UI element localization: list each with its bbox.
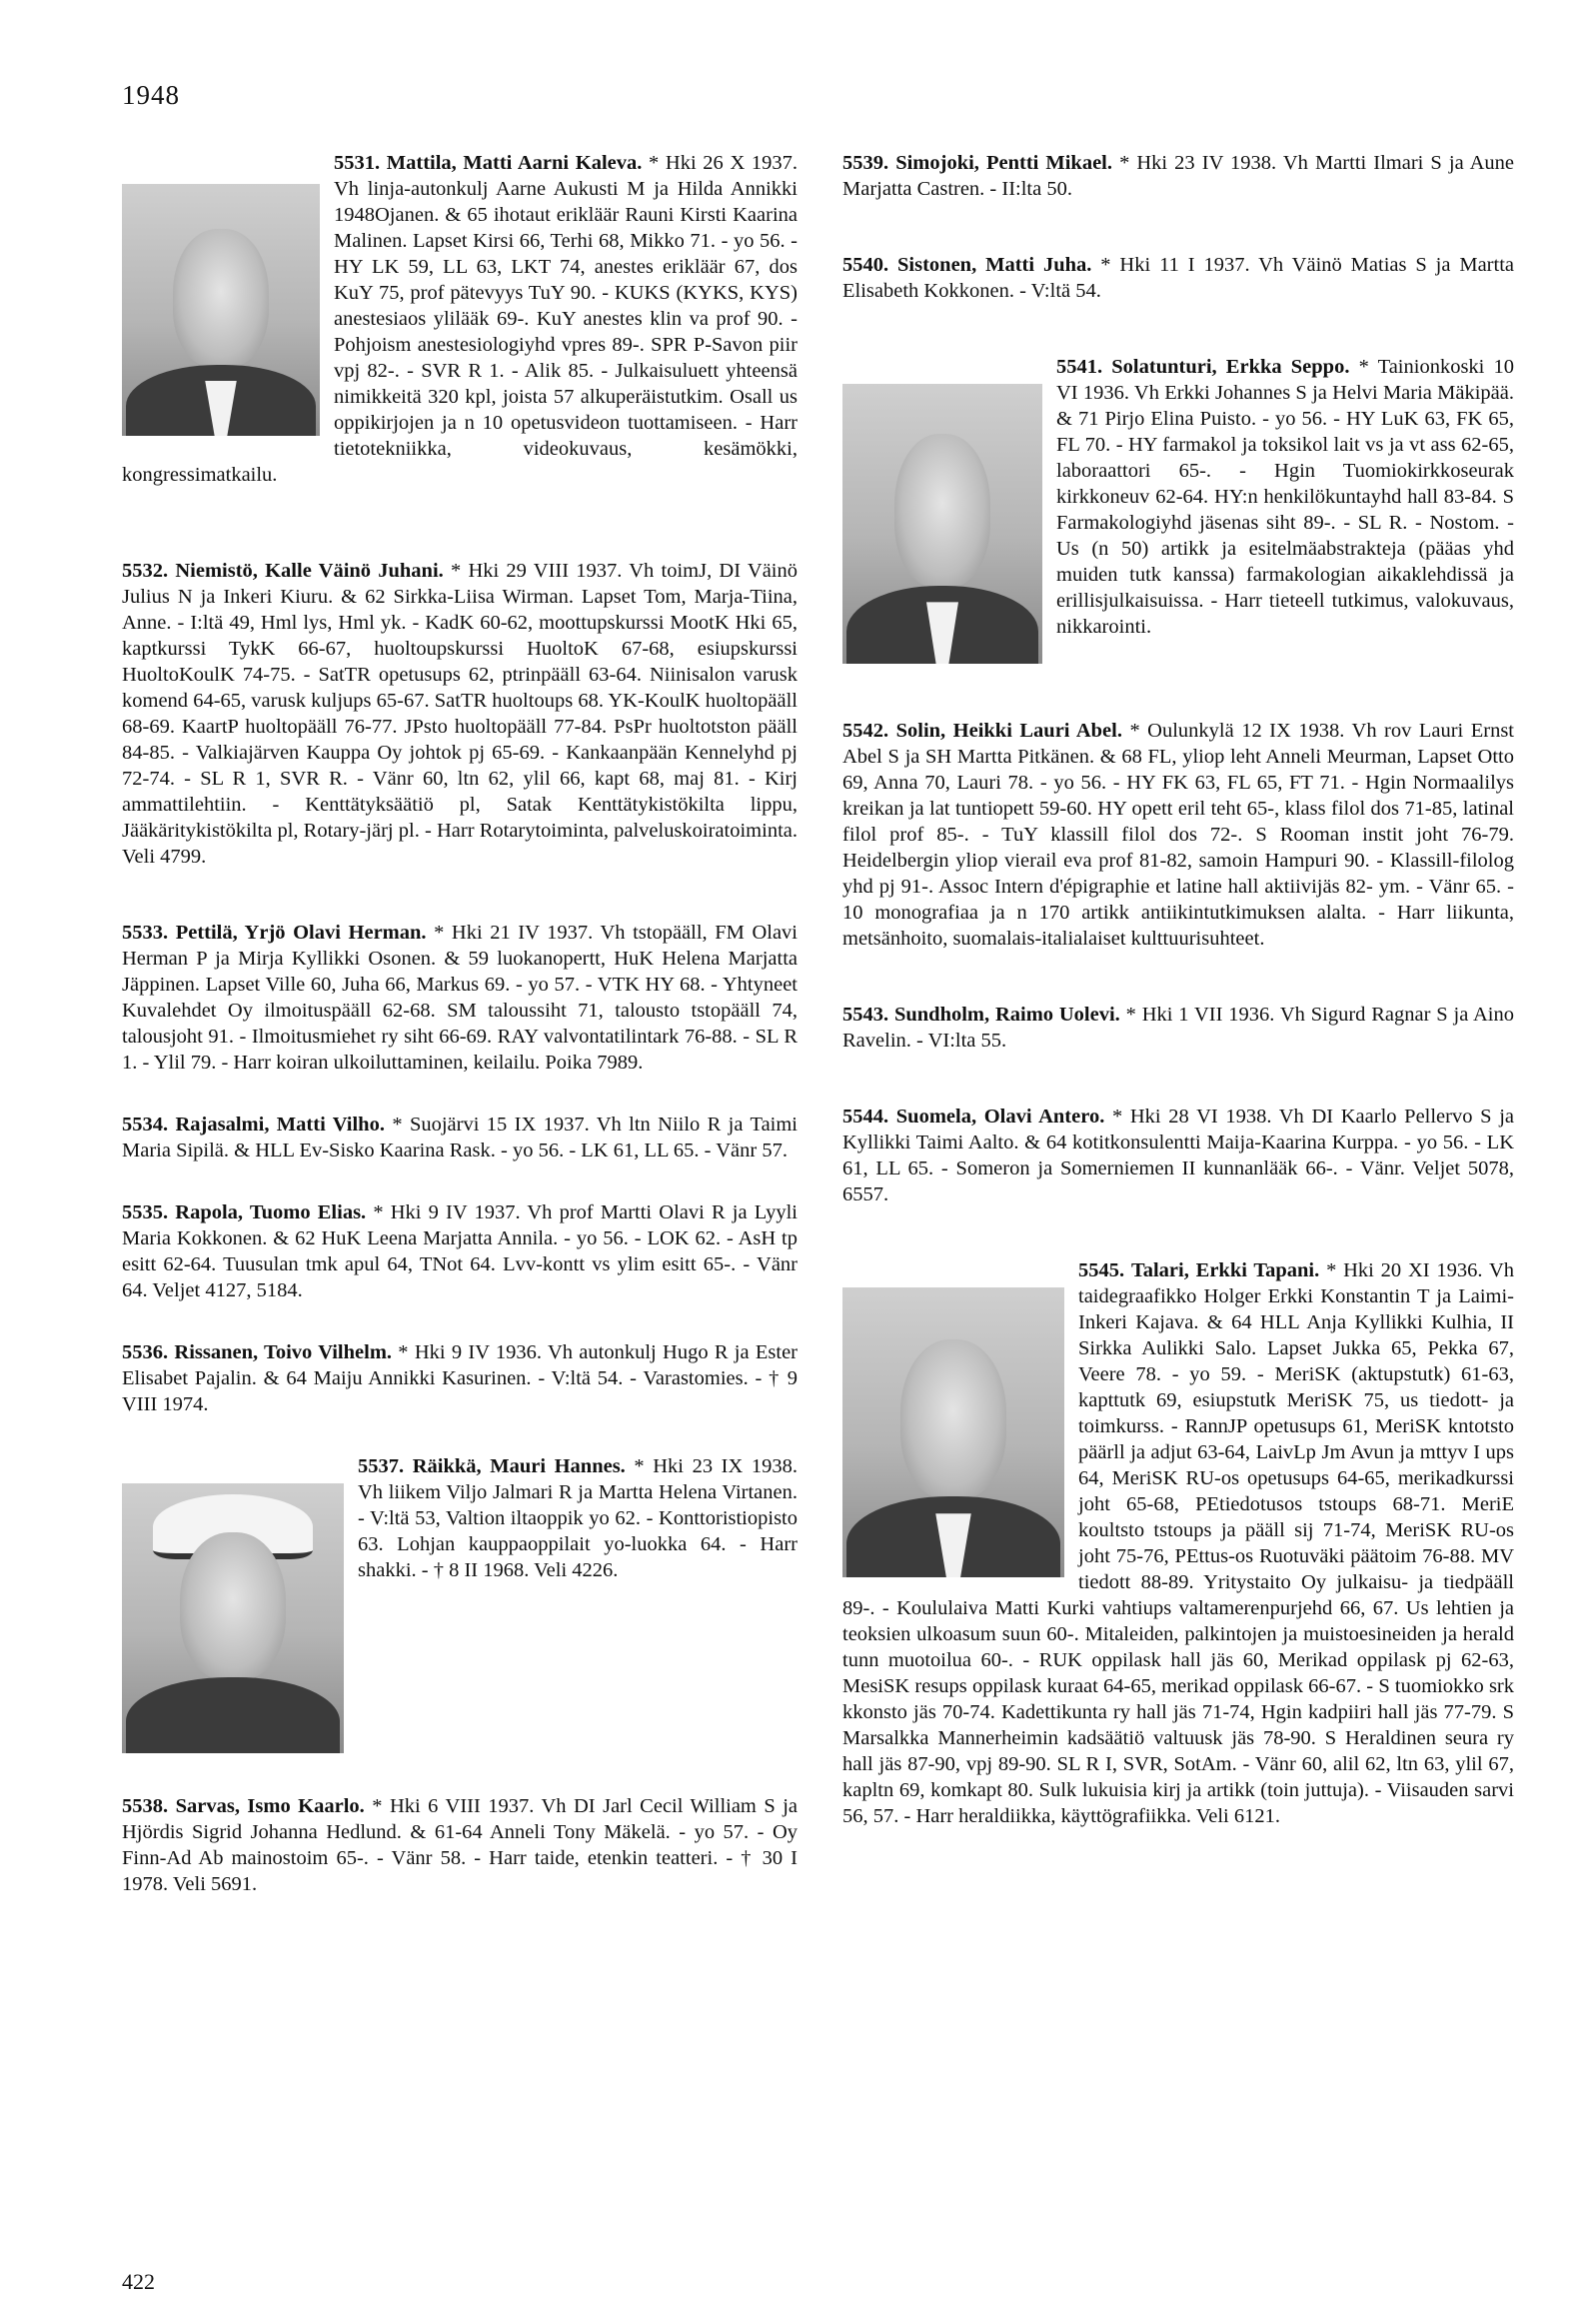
entry-name: Mattila, Matti Aarni Kaleva. — [386, 152, 643, 174]
biography-entry-5539 — [842, 150, 1514, 202]
entry-number: 5534. — [122, 1114, 169, 1136]
portrait-photo — [122, 184, 320, 436]
biography-entry-5531 — [122, 150, 798, 488]
entry-number: 5531. — [334, 152, 381, 174]
entry-text: * Hki 26 X 1937. Vh linja-autonkulj Aarne Aukusti M ja Hilda Annikki 1948Ojanen. & 65 ihotaut erikläär Rauni Kirsti Kaarina Malinen. Lapset Kirsi 66, Terhi 68, Mikko 71. - yo 56. - HY LK 59, LL 63, LKT 74, anestes erikläär 67, dos KuY 75, prof pätevyys TuY 90. - KUKS (KYKS, KYS) anestesiaos ylilääk 69-. KuY anestes klin va prof 90. - Pohjoism anestesiologiyhd vpres 89-. SPR P-Savon piir vpj 82-. - SVR R 1. - Alik 85. - Julkaisuluett yhteensä nimikkeitä 320 kpl, joista 57 alkuperäistutkim. Osall us oppikirjojen ja n 10 opetusvideon tuottamiseen. - Harr tietotekniikka, videokuvaus, kesämökki, kongressimatkailu. — [122, 152, 798, 486]
portrait-photo — [842, 384, 1042, 664]
entry-name: Talari, Erkki Tapani. — [1130, 1259, 1320, 1281]
biography-entry-5545 — [842, 1257, 1514, 1829]
entry-number: 5541. — [1056, 356, 1103, 378]
entry-name: Sistonen, Matti Juha. — [897, 254, 1092, 276]
entry-text: * Hki 9 IV 1936. Vh autonkulj Hugo R ja Ester Elisabet Pajalin. & 64 Maiju Annikki Kasurinen. - V:ltä 54. - Varastomies. - † 9 VIII 1974. — [122, 1341, 798, 1415]
biography-entry-5541 — [842, 354, 1514, 640]
entry-number: 5538. — [122, 1795, 169, 1817]
biography-entry-5535 — [122, 1199, 798, 1303]
portrait-face — [173, 229, 268, 368]
biography-entry-5536 — [122, 1339, 798, 1417]
biography-entry-5544 — [842, 1104, 1514, 1207]
entry-number: 5536. — [122, 1341, 169, 1363]
entry-number: 5535. — [122, 1201, 169, 1223]
entry-name: Suomela, Olavi Antero. — [895, 1106, 1105, 1128]
entry-name: Solatunturi, Erkka Seppo. — [1111, 356, 1350, 378]
entry-text: * Hki 1 VII 1936. Vh Sigurd Ragnar S ja Aino Ravelin. - VI:lta 55. — [842, 1004, 1514, 1052]
entry-number: 5540. — [842, 254, 889, 276]
entry-text: * Hki 23 IV 1938. Vh Martti Ilmari S ja Aune Marjatta Castren. - II:lta 50. — [842, 152, 1514, 200]
entry-number: 5539. — [842, 152, 889, 174]
entry-text: * Oulunkylä 12 IX 1938. Vh rov Lauri Ernst Abel S ja SH Martta Pitkänen. & 68 FL, yliop leht Anneli Meurman, Lapset Otto 69, Anna 70, Lauri 78. - yo 56. - HY FK 63, FL 65, FT 71. - Hgin Normaalilys kreikan ja lat tuntiopett 59-60. HY opett eril teht 65-, klass filol dos 71-85, latinal filol prof 85-. - TuY klassill filol dos 72-. S Rooman instit joht 76-79. Heidelbergin yliop vierail eva prof 81-82, samoin Hampuri 90. - Klassill-filolog yhd pj 91-. Assoc Intern d'épigraphie et latine hall aktiivijäs 82- ym. - Vänr 65. - 10 monografiaa ja n 170 artikk antiikintutkimuksen alalta. - Harr liikunta, metsänhoito, suomalais-italialaiset kulttuurisuhteet. — [842, 720, 1515, 950]
entry-name: Räikkä, Mauri Hannes. — [412, 1455, 626, 1477]
biography-entry-5534 — [122, 1112, 798, 1163]
entry-name: Niemistö, Kalle Väinö Juhani. — [175, 560, 444, 582]
entry-name: Sundholm, Raimo Uolevi. — [893, 1004, 1120, 1026]
entry-text: * Hki 23 IX 1938. Vh liikem Viljo Jalmari R ja Martta Helena Virtanen. - V:ltä 53, Valtion iltaoppik yo 62. - Konttoristiopisto 63. Lohjan kauppaoppilait yo-luokka 64. - Harr shakki. - † 8 II 1968. Veli 4226. — [358, 1455, 798, 1581]
biography-entry-5532 — [122, 558, 798, 870]
entry-number: 5542. — [842, 720, 889, 742]
entry-text: * Hki 6 VIII 1937. Vh DI Jarl Cecil William S ja Hjördis Sigrid Johanna Hedlund. & 61-64 Anneli Tony Mäkelä. - yo 57. - Oy Finn-Ad Ab mainostoim 65-. - Vänr 58. - Harr taide, etenkin teatteri. - † 30 I 1978. Veli 5691. — [122, 1795, 798, 1895]
entry-text: * Hki 29 VIII 1937. Vh toimJ, DI Väinö Julius N ja Inkeri Kiuru. & 62 Sirkka-Liisa Wirman. Lapset Tom, Marja-Tiina, Anne. - I:ltä 49, Hml lys, Hml yk. - KadK 60-62, moottupskurssi MootK Hki 65, kaptkurssi TykK 66-67, huoltoupskurssi HuoltoK 67-68, esiupskurssi HuoltoKoulK 74-75. - SatTR opetusups 62, ptrinpääll 63-64. Niinisalon varusk komend 64-65, varusk kuljups 65-67. SatTR huoltoups 68. YK-KoulK huoltopääll 68-69. KaartP huoltopääll 76-77. JPsto huoltopääll 77-84. PsPr huoltotston pääll 84-85. - Valkiajärven Kauppa Oy johtok pj 65-69. - Kankaanpään Kennelyhd pj 72-74. - SL R 1, SVR R. - Vänr 60, ltn 62, ylil 66, kapt 68, maj 81. - Kirj ammattilehtiin. - Kenttätyksäätiö pl, Satak Kenttätykistökilta lippu, Jääkäritykistökilta pl, Rotary-järj pl. - Harr Rotarytoiminta, palveluskoiratoiminta. Veli 4799. — [122, 560, 798, 868]
portrait-photo — [842, 1287, 1064, 1577]
entry-name: Rissanen, Toivo Vilhelm. — [174, 1341, 393, 1363]
entry-text: * Tainionkoski 10 VI 1936. Vh Erkki Johannes S ja Helvi Maria Mäkipää. & 71 Pirjo Elina Puisto. - yo 56. - HY LuK 63, FK 65, FL 70. - HY farmakol ja toksikol lait vs ja vt ass 62-65, laboraattori 65-. - Hgin Tuomiokirkkoseurak kirkkoneuv 62-64. HY:n henkilökuntayhd hall 83-84. S Farmakologiyhd jäsenas siht 89-. - SL R. - Nostom. - Us (n 50) artikk ja esitelmäabstrakteja (pääas yhd muiden tutk kanssa) farmakologian aikaklehdissä ja erillisjulkaisuissa. - Harr tieteell tutkimus, valokuvaus, nikkarointi. — [1056, 356, 1515, 638]
biography-entry-5540 — [842, 252, 1514, 304]
entry-text: * Hki 20 XI 1936. Vh taidegraafikko Holger Erkki Konstantin T ja Laimi-Inkeri Kajava. & 64 HLL Anja Kyllikki Kulhia, II Sirkka Aulikki Salo. Lapset Jukka 65, Pekka 67, Veere 78. - yo 59. - MeriSK (aktupstutk) 61-63, kapttutk 69, esiupstutk MeriSK 75, us tiedott- ja toimkurss. - RannJP opetusups 61, MeriSK kntotsto päärll ja adjut 63-64, LaivLp Jm Avun ja mttyv I ups 64, MeriSK RU-os opetusups 64-65, merikadkurssi joht 65-68, PEtiedotusos tstoups 68-71. MeriE koultsto tstoups ja pääll sij 71-74, MeriSK RU-os joht 75-76, PEttus-os Ruotuväki päätoim 76-88. MV tiedott 88-89. Yritystaito Oy julkaisu- ja tiedpääll 89-. - Koululaiva Matti Kurki vahtiups valtamerenpurjehd 66, 67. Us lehtien ja teoksien ulkoasum suun 60-. Mitaleiden, palkintojen ja muistoesineiden ja herald tunn muotoilua 60-. - RUK oppilask hall jäs 60, Merikad oppilask pj 62-63, MesiSK resups oppilask kuraat 64-65, merikad oppilask 66-67. - S tuomiokko srk kkonsto jäs 70-74. Kadettikunta ry hall jäs 71-74, Hgin kadpiiri hall jäs 77-79. S Marsalkka Mannerheimin kadsäätiö valtuusk jäs 78-90. S Heraldinen seura ry hall jäs 87-90, vpj 89-90. SL R I, SVR, SotAm. - Vänr 60, alil 62, ltn 63, ylil 67, kapltn 69, komkapt 80. Sulk lukuisia kirj ja artikk (toin juttuja). - Viisauden sarvi 56, 57. - Harr heraldiikka, käyttögrafiikka. Veli 6121. — [842, 1259, 1514, 1827]
entry-text: * Suojärvi 15 IX 1937. Vh ltn Niilo R ja Taimi Maria Sipilä. & HLL Ev-Sisko Kaarina Rask. - yo 56. - LK 61, LL 65. - Vänr 57. — [122, 1114, 798, 1161]
entry-text: * Hki 11 I 1937. Vh Väinö Matias S ja Martta Elisabeth Kokkonen. - V:ltä 54. — [842, 254, 1514, 302]
portrait-face — [894, 434, 990, 588]
portrait-photo-cap — [122, 1483, 344, 1753]
portrait-shoulders — [126, 1677, 339, 1753]
page-number-footer: 422 — [122, 2269, 155, 2294]
entry-number: 5544. — [842, 1106, 889, 1128]
entry-name: Solin, Heikki Lauri Abel. — [895, 720, 1122, 742]
entry-name: Simojoki, Pentti Mikael. — [895, 152, 1113, 174]
entry-text: * Hki 9 IV 1937. Vh prof Martti Olavi R ja Lyyli Maria Kokkonen. & 62 HuK Leena Marjatta Annila. - yo 56. - LOK 62. - AsH tp esitt 62-64. Tuusulan tmk apul 64, TNot 64. Lvv-kontt vs ylim esitt 65-. - Vänr 64. Veljet 4127, 5184. — [122, 1201, 798, 1301]
biography-entry-5542 — [842, 718, 1514, 952]
portrait-face — [180, 1532, 287, 1681]
entry-number: 5543. — [842, 1004, 889, 1026]
entry-name: Rapola, Tuomo Elias. — [175, 1201, 367, 1223]
portrait-face — [900, 1339, 1007, 1499]
entry-number: 5545. — [1078, 1259, 1125, 1281]
biography-entry-5537 — [122, 1453, 798, 1583]
entry-text: * Hki 28 VI 1938. Vh DI Kaarlo Pellervo S ja Kyllikki Taimi Aalto. & 64 kotitkonsulentti Maija-Kaarina Kurppa. - yo 56. - LK 61, LL 65. - Someron ja Somerniemen II kunnanlääk 66-. - Vänr. Veljet 5078, 6557. — [842, 1106, 1514, 1205]
right-column — [842, 150, 1514, 1829]
biography-entry-5533 — [122, 920, 798, 1076]
entry-name: Pettilä, Yrjö Olavi Herman. — [175, 922, 427, 944]
biography-entry-5538 — [122, 1793, 798, 1897]
entry-number: 5532. — [122, 560, 169, 582]
entry-number: 5533. — [122, 922, 169, 944]
entry-text: * Hki 21 IV 1937. Vh tstopääll, FM Olavi Herman P ja Mirja Kyllikki Osonen. & 59 luokanopertt, HuK Helena Marjatta Jäppinen. Lapset Ville 60, Juha 66, Markus 69. - yo 57. - VTK HY 68. - Yhtyneet Kuvalehdet Oy ilmoituspääll 62-68. SM taloussiht 71, talousto tstopääll 74, talousjoht 91. - Ilmoitusmiehet ry siht 66-69. RAY valvontatilintark 76-88. - SL R 1. - Ylil 79. - Harr koiran ulkoiluttaminen, keilailu. Poika 7989. — [122, 922, 798, 1074]
biography-entry-5543 — [842, 1002, 1514, 1054]
page-year-header: 1948 — [122, 80, 180, 110]
left-column — [122, 150, 798, 1897]
entry-name: Sarvas, Ismo Kaarlo. — [175, 1795, 365, 1817]
entry-number: 5537. — [358, 1455, 405, 1477]
entry-name: Rajasalmi, Matti Vilho. — [175, 1114, 385, 1136]
